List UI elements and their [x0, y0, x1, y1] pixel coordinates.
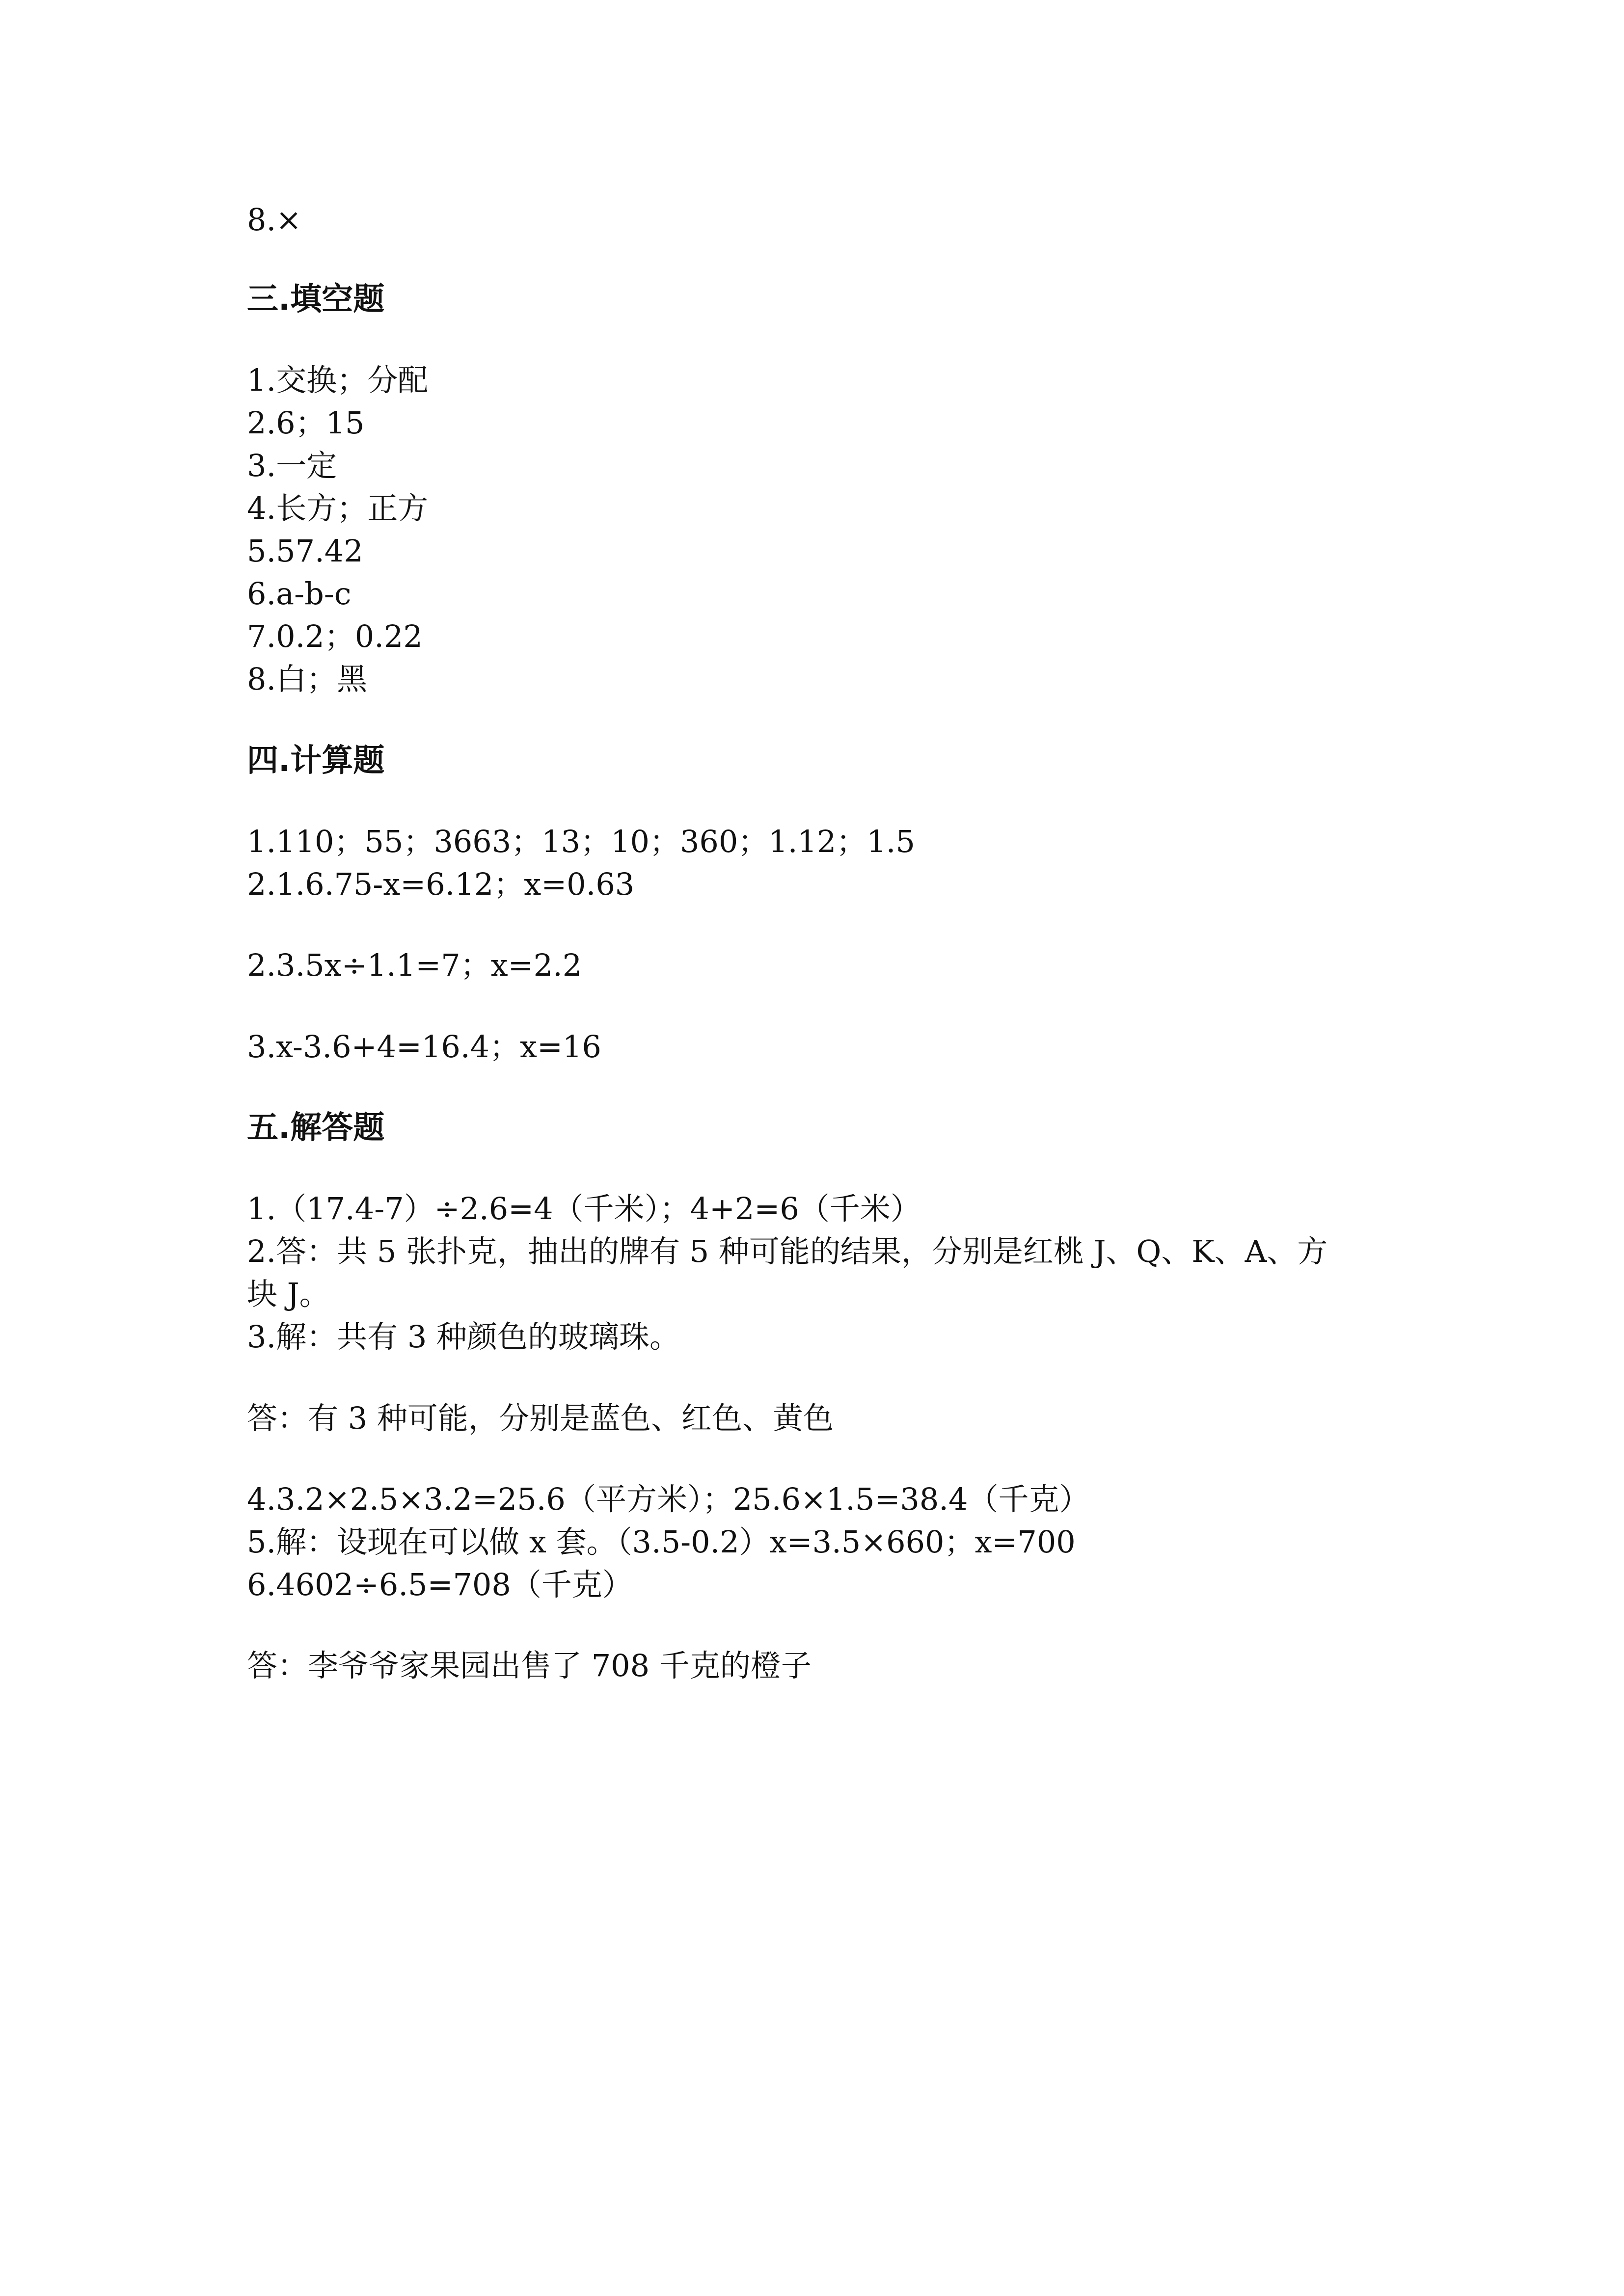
- calc-answer-2-1: 2.1.6.75-x=6.12；x=0.63: [247, 866, 635, 902]
- section-4-heading: 四.计算题: [247, 743, 385, 779]
- answer-8-judgement: 8.×: [247, 202, 302, 238]
- solution-answer-2: 2.答：共 5 张扑克，抽出的牌有 5 种可能的结果，分别是红桃 J、Q、K、A、方: [247, 1233, 1328, 1269]
- solution-answer-4: 4.3.2×2.5×3.2=25.6（平方米）；25.6×1.5=38.4（千克）: [247, 1481, 1090, 1517]
- fill-answer-5: 5.57.42: [247, 533, 363, 569]
- solution-answer-6-conclusion: 答：李爷爷家果园出售了 708 千克的橙子: [247, 1648, 812, 1683]
- solution-answer-2-cont: 块 J。: [247, 1276, 330, 1312]
- solution-answer-1: 1.（17.4-7）÷2.6=4（千米）；4+2=6（千米）: [247, 1191, 921, 1227]
- solution-answer-6: 6.4602÷6.5=708（千克）: [247, 1567, 633, 1602]
- calc-answer-2-2: 2.3.5x÷1.1=7；x=2.2: [247, 947, 582, 983]
- fill-answer-6: 6.a-b-c: [247, 576, 352, 612]
- fill-answer-4: 4.长方；正方: [247, 490, 429, 526]
- solution-answer-3: 3.解：共有 3 种颜色的玻璃珠。: [247, 1319, 680, 1355]
- solution-answer-5: 5.解：设现在可以做 x 套。（3.5-0.2）x=3.5×660；x=700: [247, 1524, 1076, 1560]
- fill-answer-7: 7.0.2；0.22: [247, 618, 423, 654]
- fill-answer-3: 3.一定: [247, 448, 337, 483]
- fill-answer-8: 8.白；黑: [247, 661, 368, 697]
- calc-answer-2-3: 3.x-3.6+4=16.4；x=16: [247, 1029, 601, 1065]
- fill-answer-2: 2.6；15: [247, 405, 365, 441]
- fill-answer-1: 1.交换；分配: [247, 362, 429, 398]
- section-3-heading: 三.填空题: [247, 281, 385, 318]
- calc-answer-1: 1.110；55；3663；13；10；360；1.12；1.5: [247, 824, 915, 859]
- solution-answer-3-conclusion: 答：有 3 种可能，分别是蓝色、红色、黄色: [247, 1400, 834, 1436]
- section-5-heading: 五.解答题: [247, 1110, 385, 1146]
